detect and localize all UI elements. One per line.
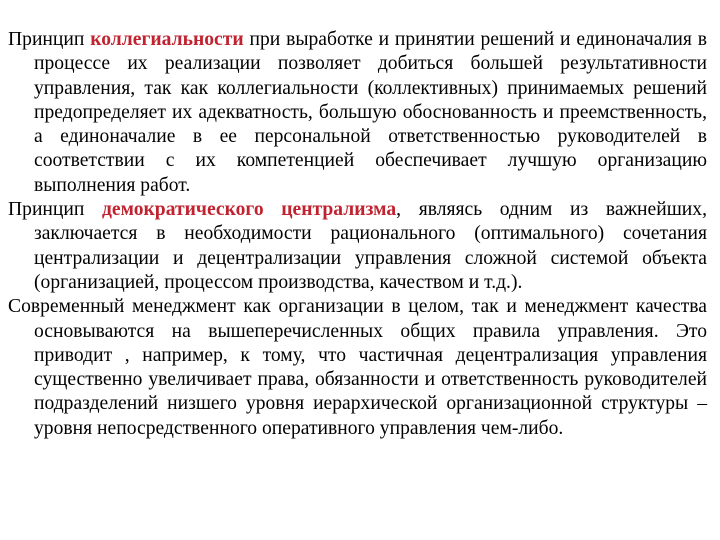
paragraph-1-body: при выработке и принятии решений и единоначалия в процессе их реализации позволяет добиться большей результативности управления, так как коллегиальности (коллективных) принимаемых решений предопределяет их адекватность, большую обоснованность и преемственность, а единоначалие в ее персональной ответственностью руководителей в соответствии с их компетенцией обеспечивает лучшую организацию выполнения работ. bbox=[34, 29, 707, 196]
term-collegiality: коллегиальности bbox=[90, 29, 244, 50]
paragraph-2-lead: Принцип bbox=[8, 199, 103, 221]
slide-body bbox=[8, 28, 707, 441]
paragraph-modern-management bbox=[8, 295, 707, 441]
term-democratic-centralism: демократического централизма bbox=[102, 199, 397, 221]
paragraph-1-lead: Принцип bbox=[8, 29, 91, 50]
paragraph-2-body: , являясь одним из важнейших, заключается в необходимости рационального (оптимального) сочетания централизации и децентрализации управления сложной системой объекта (организацией, процессом производства, качеством и т.д.). bbox=[34, 199, 707, 293]
paragraph-democratic-centralism bbox=[8, 198, 707, 295]
paragraph-3-body: Современный менеджмент как организации в целом, так и менеджмент качества основываются на вышеперечисленных общих правила управления. Это приводит , например, к тому, что частичная децентрализация управления существенно увеличивает права, обязанности и ответственность руководителей подразделений низшего уровня иерархической организационной структуры – уровня непосредственного оперативного управления чем-либо. bbox=[8, 296, 707, 439]
paragraph-collegiality bbox=[8, 28, 707, 198]
